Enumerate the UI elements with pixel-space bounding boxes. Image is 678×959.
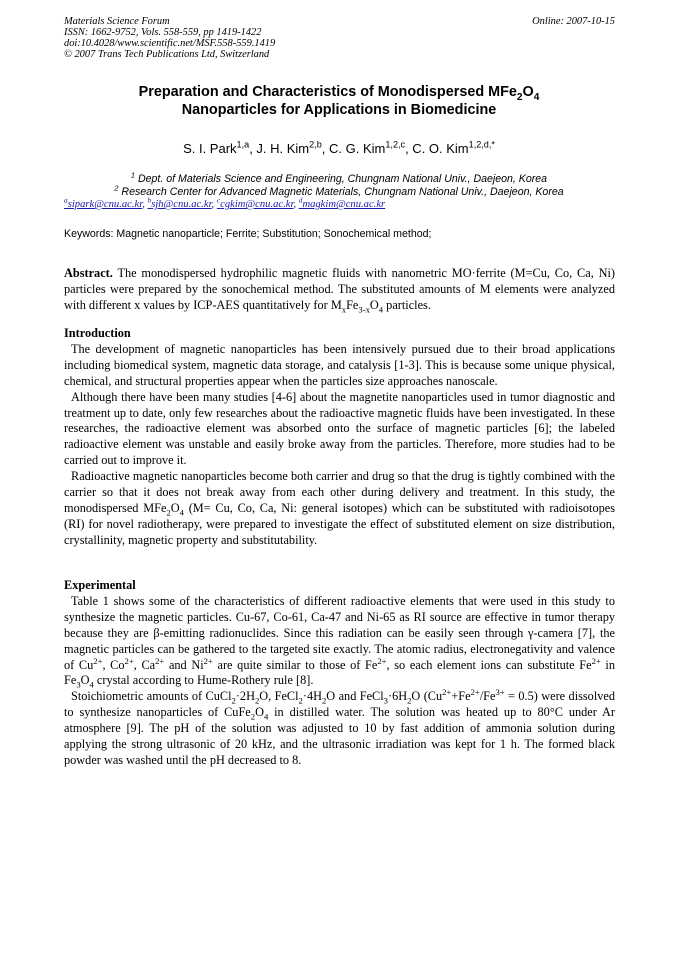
section-heading: Experimental: [64, 578, 136, 592]
email-link[interactable]: $^b$sjh@cnu.ac.kr: [147, 195, 212, 210]
email-link[interactable]: $^a$sipark@cnu.ac.kr: [64, 195, 143, 210]
paragraph: Although there have been many studies [4-6] about the magnetite nanoparticles used in tumor diagnostic and treatment up to date, only few researches about the radioactive magnetic fluids have been investigated. In these researches, the radioactive element was absorbed onto the surface of magnetic particles [6]; the labeled radioactive element was unstable and easily broke away from the particles. Therefore, more studies had to be carried out to improve it.: [64, 389, 615, 468]
paragraph: Table 1 shows some of the characteristics of different radioactive elements that were used in this study to synthesize the magnetic particles. Cu-67, Co-61, Ca-47 and Ni-65 as RI source are effective in tumor therapy because they are β-emitting radionuclides. Since this radiation can be easily seen through γ-camera [7], the magnetic particles can be gathered to the targeted site exactly. The atomic radius, electronegativity and valence of $Cu^{2+}$, $Co^{2+}$, $Ca^{2+}$ and $Ni^{2+}$ are quite similar to those of $Fe^{2+}$, so each element ions can substitute $Fe^{2+}$ in $Fe_3O_4$ crystal according to Hume-Rothery rule [8].: [64, 593, 615, 690]
paper-title: Preparation and Characteristics of Monodispersed $MFe_2O_4$ Nanoparticles for Applications in Biomedicine: [138, 84, 540, 118]
affiliation-2: $^2$ Research Center for Advanced Magnetic Materials, Chungnam National Univ., Daejeon, Korea: [114, 183, 564, 198]
keywords: Keywords: Magnetic nanoparticle; Ferrite; Substitution; Sonochemical method;: [64, 228, 432, 240]
email-link[interactable]: $^d$magkim@cnu.ac.kr: [298, 195, 386, 210]
paragraph: The development of magnetic nanoparticles has been intensively pursued due to their broad applications including biomedical system, magnetic data storage, and catalysis [1-3]. This is because some unique physical, chemical, and structural properties appear when the particles size approaches nanoscale.: [64, 341, 615, 388]
issn-line: ISSN: 1662-9752, Vols. 558-559, pp 1419-1422: [64, 27, 262, 38]
online-date: Online: 2007-10-15: [532, 16, 615, 27]
journal-name: Materials Science Forum: [64, 16, 170, 27]
abstract: Abstract. The monodispersed hydrophilic magnetic fluids with nanometric MO·ferrite (M=Cu, Co, Ca, Ni) particles were prepared by the sonochemical method. The substituted amounts of M elements were analyzed with different x values by ICP-AES quantitatively for $M_xFe_{3-x}O_4$ particles.: [64, 266, 615, 315]
journal-header: [64, 16, 275, 60]
introduction-section: [64, 326, 615, 549]
paragraph: Radioactive magnetic nanoparticles become both carrier and drug so that the drug is tightly combined with the carrier so that it does not break away from each other during delivery and treatment. In this study, the monodispersed $MFe_2O_4$ (M= Cu, Co, Ca, Ni: general isotopes) which can be substituted with radioisotopes (RI) for novel radiotherapy, were prepared to investigate the effect of substituted element on size distribution, crystallinity, magnetic property and substitutability.: [64, 469, 615, 547]
email-list: $^a$sipark@cnu.ac.kr, $^b$sjh@cnu.ac.kr, $^c$cgkim@cnu.ac.kr, $^d$magkim@cnu.ac.kr: [64, 195, 386, 210]
affiliation-1: $^1$ Dept. of Materials Science and Engineering, Chungnam National Univ., Daejeon, Korea: [130, 170, 548, 185]
experimental-section: [64, 578, 615, 769]
author-list: S. I. Park$^{1,a}$, J. H. Kim$^{2,b}$, C. G. Kim$^{1,2,c}$, C. O. Kim$^{1,2,d,*}$: [183, 139, 495, 156]
copyright-line: © 2007 Trans Tech Publications Ltd, Switzerland: [64, 49, 270, 60]
paragraph: Stoichiometric amounts of $CuCl_2\cdot 2H_2O$, $FeCl_2\cdot 4H_2O$ and $FeCl_3\cdot 6H_2O$ $(Cu^{2+}+Fe^{2+}/Fe^{3+} = 0.5)$ were dissolved to synthesize nanoparticles of $CuFe_2O_4$ in distilled water. The solution was heated up to 80°C under Ar atmosphere [9]. The pH of the solution was adjusted to 10 by fast addition of ammonia solution during applying the strong ultrasonic of 20 kHz, and the ultrasonic irradiation was kept for 1 h. The formed black powder was washed until the pH decreased to 8.: [64, 687, 615, 767]
section-heading: Introduction: [64, 326, 131, 340]
abstract-label: Abstract.: [64, 266, 113, 280]
doi-line: doi:10.4028/www.scientific.net/MSF.558-559.1419: [64, 38, 276, 49]
email-link[interactable]: $^c$cgkim@cnu.ac.kr: [216, 195, 294, 210]
